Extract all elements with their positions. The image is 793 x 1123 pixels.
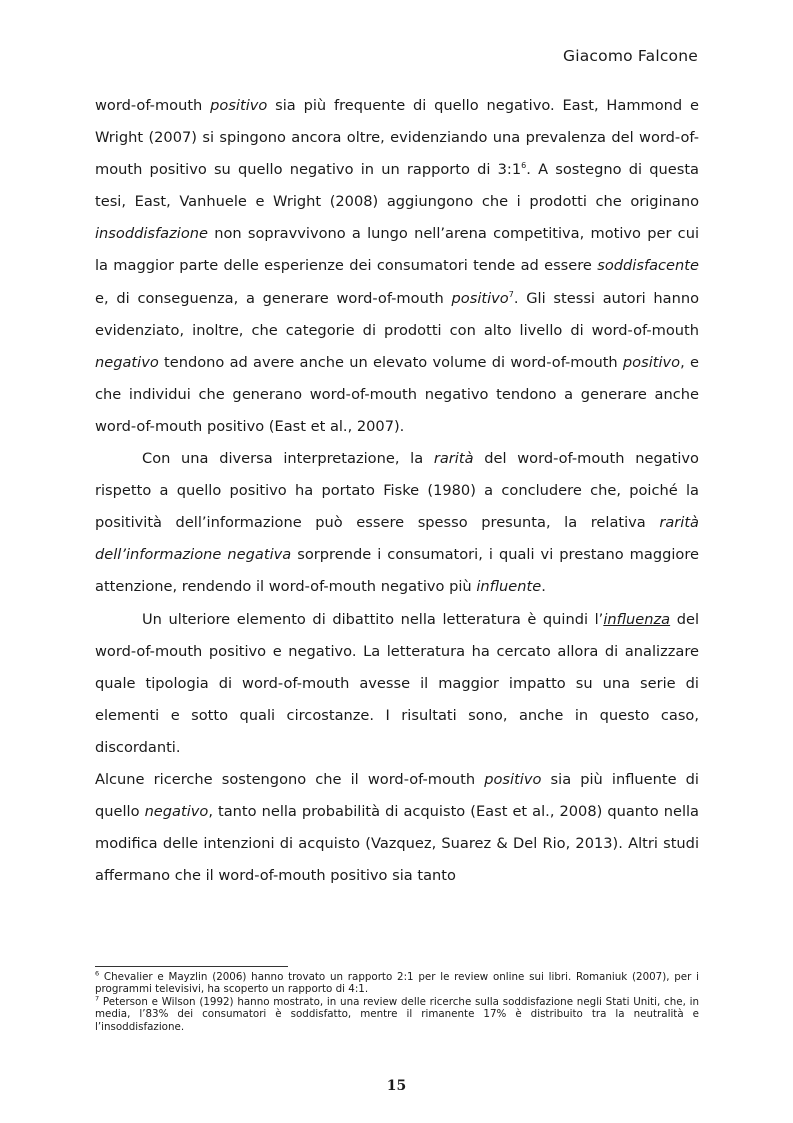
paragraph-4 [95, 764, 699, 892]
text-run: e, di conseguenza, a generare word-of-mouth [95, 289, 452, 307]
text-run: , tanto nella probabilità di acquisto (East et al., 2008) quanto nella modifica delle intenzioni di acquisto (Vazquez, Suarez & Del Rio, 2013). Altri studi affermano che il word-of-mouth positivo sia tanto [95, 803, 700, 885]
text-run: del word-of-mouth negativo rispetto a quello positivo ha portato Fiske (1980) a concludere che, poiché la positività dell’informazione può essere spesso presunta, la relativa [95, 450, 699, 532]
body-text [95, 90, 699, 892]
footnote-number: 6 [95, 969, 100, 978]
footnote-7 [95, 996, 699, 1033]
text-run: sia più frequente di quello negativo. East, Hammond e Wright (2007) si spingono ancora oltre, evidenziando una prevalenza del word-of-mouth positivo su quello negativo in un rapporto di 3:1 [95, 97, 699, 179]
italic-run: positivo [622, 353, 681, 371]
italic-run: soddisfacente [597, 257, 699, 275]
italic-run: negativo [95, 353, 159, 371]
paragraph-1 [95, 90, 699, 443]
paragraph-3 [95, 604, 699, 764]
italic-run: positivo [484, 770, 542, 788]
italic-run: influente [476, 578, 542, 596]
footnote-text: Chevalier e Mayzlin (2006) hanno trovato un rapporto 2:1 per le review online sui libri. Romaniuk (2007), per i programmi televisivi, ha scoperto un rapporto di 4:1. [95, 971, 699, 996]
text-run: Alcune ricerche sostengono che il word-of-mouth [95, 770, 485, 788]
text-run: Con una diversa interpretazione, la [142, 450, 434, 468]
text-run: tendono ad avere anche un elevato volume di word-of-mouth [158, 353, 623, 371]
text-run: sia più influente di quello [95, 770, 699, 821]
footnotes [95, 971, 699, 1033]
footnote-divider [95, 966, 288, 967]
text-run: . Gli stessi autori hanno evidenziato, inoltre, che categorie di prodotti con alto livello di word-of-mouth [95, 289, 699, 339]
footnote-ref[interactable]: 6 [521, 161, 527, 171]
page-number: 15 [386, 1078, 407, 1094]
footnote-number: 7 [95, 994, 100, 1003]
running-header: Giacomo Falcone [563, 47, 698, 65]
italic-run: insoddisfazione [95, 225, 208, 243]
text-run: . A sostegno di questa tesi, East, Vanhuele e Wright (2008) aggiungono che i prodotti che originano [95, 161, 699, 211]
text-run: word-of-mouth [95, 97, 211, 114]
footnote-text: Peterson e Wilson (1992) hanno mostrato, in una review delle ricerche sulla soddisfazione negli Stati Uniti, che, in media, l’83% dei consumatori è soddisfatto, mentre il rimanente 17% è distribuito tra la neutralità e l’insoddisfazione. [95, 995, 699, 1033]
italic-run: rarità dell’informazione negativa [95, 514, 699, 564]
italic-run: positivo [210, 97, 268, 114]
italic-run: rarità [433, 450, 474, 468]
italic-run: negativo [144, 803, 209, 821]
footnote-ref[interactable]: 7 [508, 289, 514, 299]
italic-run: positivo [451, 289, 509, 307]
text-run: Un ulteriore elemento di dibattito nella letteratura è quindi l’ [142, 610, 604, 628]
paragraph-2 [95, 443, 699, 603]
text-run: del word-of-mouth positivo e negativo. La letteratura ha cercato allora di analizzare quale tipologia di word-of-mouth avesse il maggior impatto su una serie di elementi e sotto quali circostanze. I risultati sono, anche in questo caso, discordanti. [95, 610, 700, 756]
text-run: , e che individui che generano word-of-mouth negativo tendono a generare anche word-of-mouth positivo (East et al., 2007). [95, 353, 699, 435]
italic-underlined-run: influenza [603, 610, 671, 628]
footnote-6 [95, 971, 699, 996]
text-run: sorprende i consumatori, i quali vi prestano maggiore attenzione, rendendo il word-of-mouth negativo più [95, 546, 699, 596]
text-run: non sopravvivono a lungo nell’arena competitiva, motivo per cui la maggior parte delle esperienze dei consumatori tende ad essere [95, 225, 699, 275]
text-run: . [541, 578, 546, 596]
